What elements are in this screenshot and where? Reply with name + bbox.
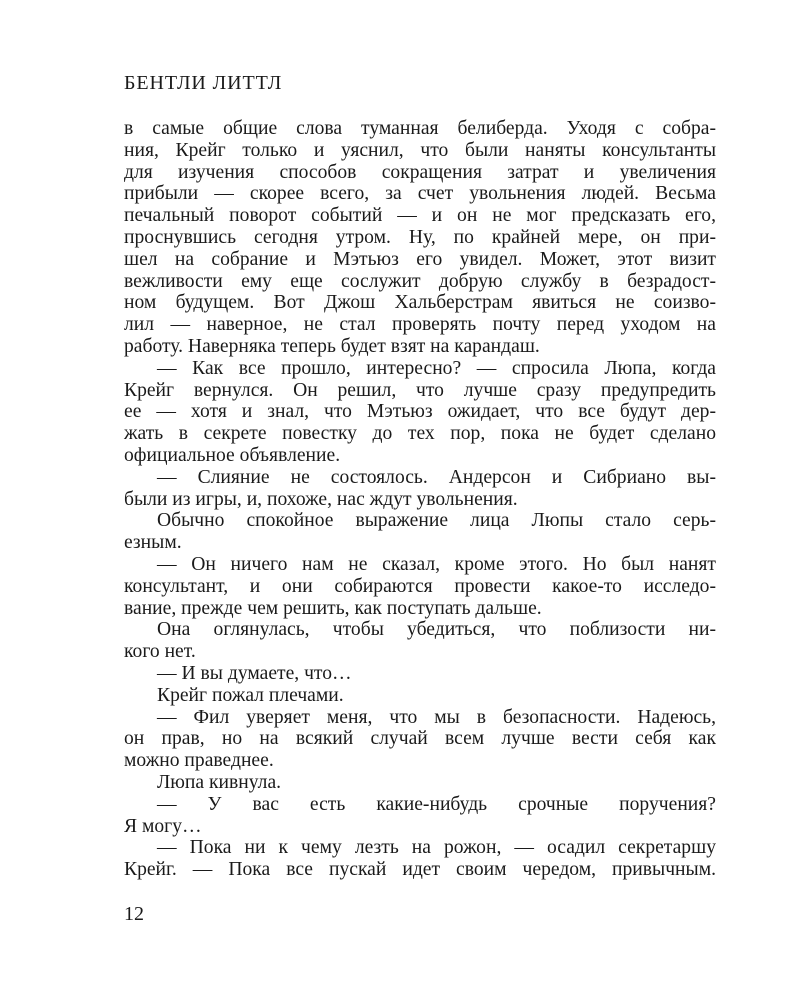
text-line: лил — наверное, не стал проверять почту перед уходом на	[124, 314, 716, 336]
text-line: шел на собрание и Мэтьюз его увидел. Может, этот визит	[124, 248, 716, 270]
text-line: печальный поворот событий — и он не мог предсказать его,	[124, 205, 716, 227]
text-line: он прав, но на всякий случай всем лучше вести себя как	[124, 728, 716, 750]
text-line: Крейг пожал плечами.	[157, 684, 344, 706]
text-line: кого нет.	[124, 641, 196, 663]
text-line: Люпа кивнула.	[157, 771, 282, 793]
text-line: для изучения способов сокращения затрат и увеличения	[124, 161, 716, 183]
text-line: были из игры, и, похоже, нас ждут увольнения.	[124, 488, 518, 510]
text-line: проснувшись сегодня утром. Ну, по крайней мере, он при-	[124, 226, 716, 248]
text-line: вежливости ему еще сослужит добрую службу в безрадост-	[124, 270, 716, 292]
text-line: Я могу…	[124, 815, 202, 837]
text-line: ном будущем. Вот Джош Хальберстрам явиться не соизво-	[124, 292, 716, 314]
text-line: можно праведнее.	[124, 750, 274, 772]
text-line: в самые общие слова туманная белиберда. Уходя с собра-	[124, 118, 716, 139]
text-line: — И вы думаете, что…	[157, 662, 352, 684]
text-line: — У вас есть какие-нибудь срочные поручения?	[157, 793, 716, 815]
text-line: Крейг. — Пока все пускай идет своим чередом, привычным.	[124, 859, 716, 881]
text-line: официальное объявление.	[124, 444, 341, 466]
page-number: 12	[124, 903, 144, 925]
text-line: работу. Наверняка теперь будет взят на карандаш.	[124, 335, 540, 357]
text-line: — Слияние не состоялось. Андерсон и Сибриано вы-	[157, 466, 716, 488]
text-line: — Фил уверяет меня, что мы в безопасности. Надеюсь,	[157, 706, 716, 728]
text-line: вание, прежде чем решить, как поступать дальше.	[124, 597, 542, 619]
running-head: БЕНТЛИ ЛИТТЛ	[124, 72, 283, 94]
body-text	[124, 118, 716, 881]
text-line: жать в секрете повестку до тех пор, пока не будет сделано	[124, 423, 716, 445]
text-line: прибыли — скорее всего, за счет увольнения людей. Весьма	[124, 183, 716, 205]
text-line: ния, Крейг только и уяснил, что были наняты консультанты	[124, 139, 716, 161]
text-line: ее — хотя и знал, что Мэтьюз ожидает, что все будут дер-	[124, 401, 716, 423]
text-line: Крейг вернулся. Он решил, что лучше сразу предупредить	[124, 379, 716, 401]
text-line: Обычно спокойное выражение лица Люпы стало серь-	[157, 510, 716, 532]
text-line: — Пока ни к чему лезть на рожон, — осадил секретаршу	[157, 837, 716, 859]
text-line: езным.	[124, 532, 182, 554]
text-line: Она оглянулась, чтобы убедиться, что поблизости ни-	[157, 619, 716, 641]
text-line: — Как все прошло, интересно? — спросила Люпа, когда	[157, 357, 716, 379]
text-line: — Он ничего нам не сказал, кроме этого. Но был нанят	[157, 553, 716, 575]
text-line: консультант, и они собираются провести какое-то исследо-	[124, 575, 716, 597]
